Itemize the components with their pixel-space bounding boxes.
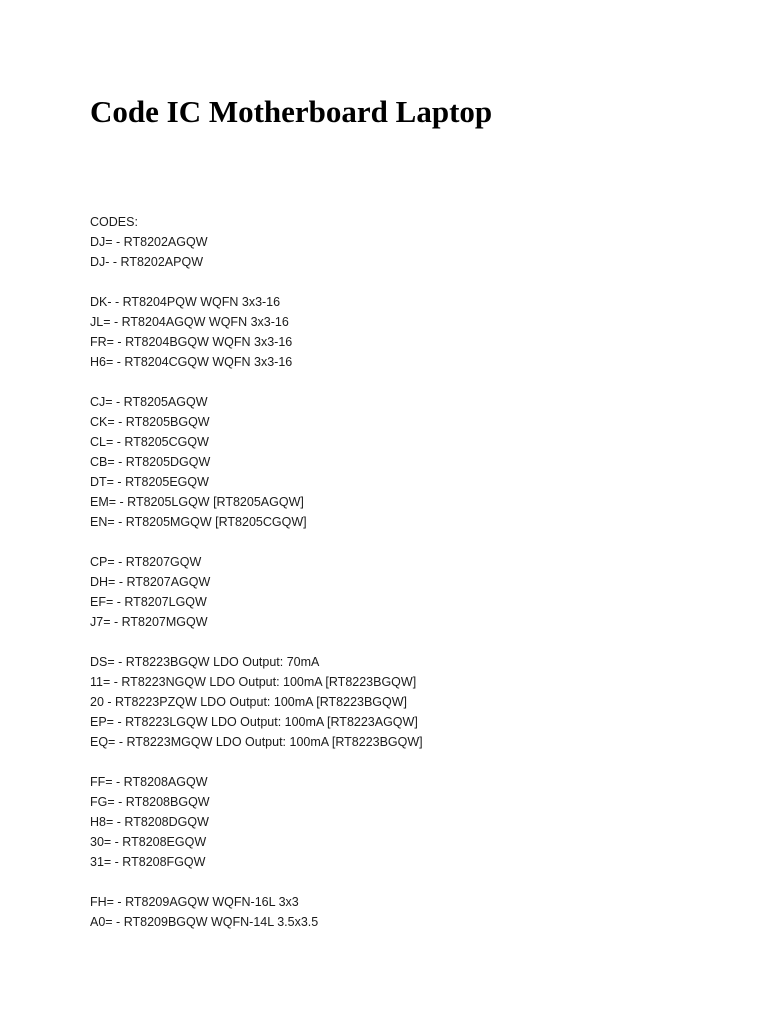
code-group-rt8205: [90, 392, 730, 532]
code-group-rt8223: [90, 652, 730, 752]
code-line: J7= - RT8207MGQW: [90, 615, 208, 629]
code-line: DK- - RT8204PQW WQFN 3x3-16: [90, 295, 281, 309]
code-line: JL= - RT8204AGQW WQFN 3x3-16: [90, 315, 289, 329]
code-line: DT= - RT8205EGQW: [90, 475, 209, 489]
code-line: FH= - RT8209AGQW WQFN-16L 3x3: [90, 895, 299, 909]
code-line: 31= - RT8208FGQW: [90, 855, 206, 869]
blank-line: [90, 372, 730, 392]
code-group-rt8208: [90, 772, 730, 872]
code-line: EP= - RT8223LGQW LDO Output: 100mA [RT8223AGQW]: [90, 715, 418, 729]
code-group-rt8209: [90, 892, 730, 932]
code-line: FR= - RT8204BGQW WQFN 3x3-16: [90, 335, 293, 349]
document-title: Code IC Motherboard Laptop: [90, 94, 493, 129]
code-line: A0= - RT8209BGQW WQFN-14L 3.5x3.5: [90, 915, 319, 929]
code-line: 11= - RT8223NGQW LDO Output: 100mA [RT8223BGQW]: [90, 675, 417, 689]
code-line: DJ- - RT8202APQW: [90, 255, 203, 269]
blank-line: [90, 532, 730, 552]
code-line: EF= - RT8207LGQW: [90, 595, 207, 609]
blank-line: [90, 632, 730, 652]
code-line: EM= - RT8205LGQW [RT8205AGQW]: [90, 495, 304, 509]
code-line: CB= - RT8205DGQW: [90, 455, 211, 469]
code-line: CK= - RT8205BGQW: [90, 415, 210, 429]
code-line: EQ= - RT8223MGQW LDO Output: 100mA [RT8223BGQW]: [90, 735, 423, 749]
code-line: CL= - RT8205CGQW: [90, 435, 209, 449]
code-line: DJ= - RT8202AGQW: [90, 235, 208, 249]
code-group-rt8204: [90, 292, 730, 372]
code-line: EN= - RT8205MGQW [RT8205CGQW]: [90, 515, 307, 529]
code-group-rt8207: [90, 552, 730, 632]
code-line: H8= - RT8208DGQW: [90, 815, 209, 829]
code-line: CJ= - RT8205AGQW: [90, 395, 208, 409]
code-line: DH= - RT8207AGQW: [90, 575, 211, 589]
code-line: DS= - RT8223BGQW LDO Output: 70mA: [90, 655, 320, 669]
code-line: 20 - RT8223PZQW LDO Output: 100mA [RT8223BGQW]: [90, 695, 408, 709]
code-line: H6= - RT8204CGQW WQFN 3x3-16: [90, 355, 293, 369]
codes-heading: CODES:: [90, 215, 138, 229]
code-line: CP= - RT8207GQW: [90, 555, 202, 569]
blank-line: [90, 872, 730, 892]
code-line: FG= - RT8208BGQW: [90, 795, 210, 809]
code-line: FF= - RT8208AGQW: [90, 775, 208, 789]
blank-line: [90, 752, 730, 772]
code-line: 30= - RT8208EGQW: [90, 835, 207, 849]
document-body: [90, 212, 730, 932]
blank-line: [90, 272, 730, 292]
code-group-rt8202: [90, 232, 730, 272]
